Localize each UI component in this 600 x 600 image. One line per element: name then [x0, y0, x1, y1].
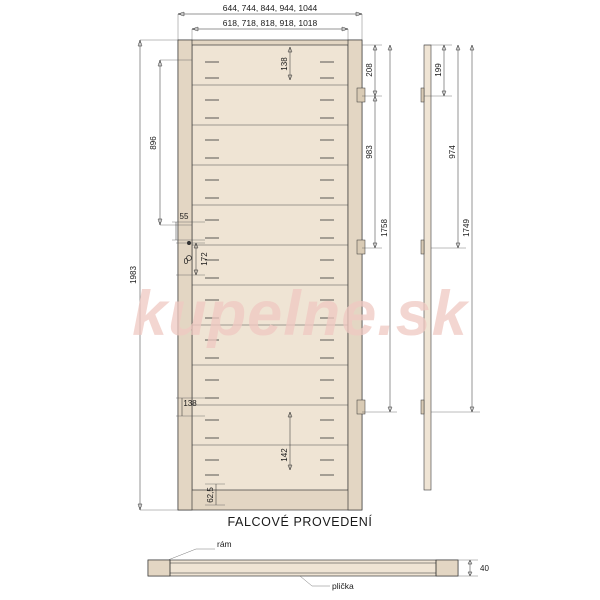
door-front-view	[178, 40, 365, 510]
dim-right-1758: 1758	[380, 219, 389, 237]
dim-left-172: 172	[200, 252, 209, 266]
dim-side-199: 199	[434, 63, 443, 77]
section-view	[148, 549, 478, 586]
dim-left-896: 896	[149, 136, 158, 150]
dim-side-974: 974	[448, 145, 457, 159]
dim-right-208: 208	[365, 63, 374, 77]
watermark-text: kupelne.sk	[132, 279, 468, 349]
dim-left-138: 138	[183, 399, 197, 408]
label-plicka: plička	[332, 581, 354, 591]
dim-top-inner: 618, 718, 818, 918, 1018	[222, 18, 318, 28]
dim-right-983: 983	[365, 145, 374, 159]
section-caption: FALCOVÉ PROVEDENÍ	[227, 515, 373, 529]
door-side-view	[421, 45, 431, 490]
dim-inner-138: 138	[280, 57, 289, 71]
dim-bottom-62-5: 62,5	[206, 487, 215, 503]
dim-section-40: 40	[480, 564, 489, 573]
dim-inner-142: 142	[280, 448, 289, 462]
dim-left-0: 0	[183, 257, 189, 266]
dim-side-1749: 1749	[462, 219, 471, 237]
side-dimension-group	[424, 45, 480, 412]
label-ram: rám	[217, 539, 232, 549]
dim-left-55: 55	[179, 212, 189, 221]
dim-left-total: 1983	[129, 266, 138, 284]
dim-top-outer: 644, 744, 844, 944, 1044	[222, 3, 318, 13]
